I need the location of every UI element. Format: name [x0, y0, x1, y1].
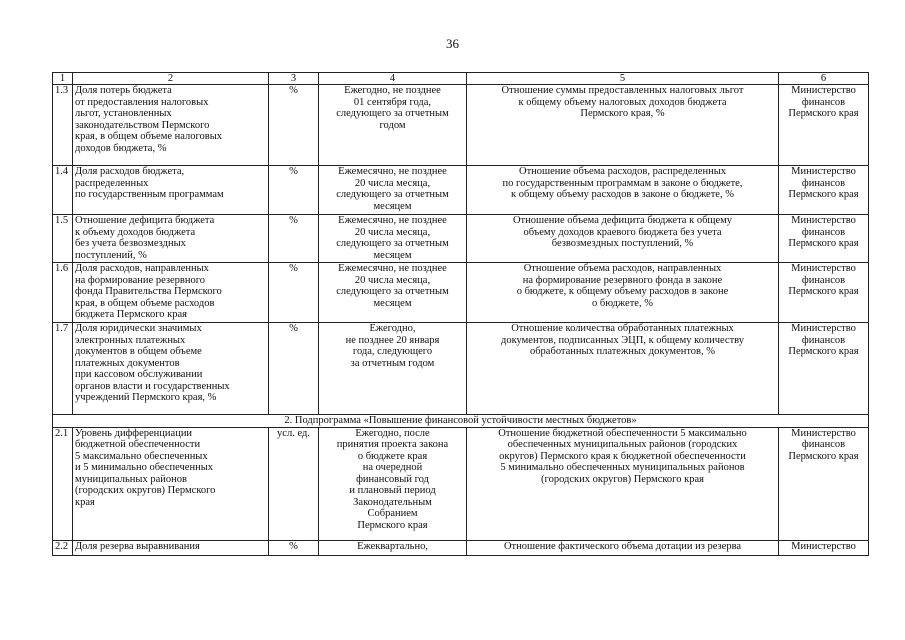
indicator-name: Отношение дефицита бюджета к объему доходов бюджета без учета безвозмездных поступлений, %: [73, 215, 269, 263]
responsible: Министерство финансов Пермского края: [779, 427, 869, 540]
unit: %: [269, 263, 319, 323]
table-row: [53, 323, 869, 415]
indicator-name: Доля юридически значимых электронных платежных документов в общем объеме платежных документов при кассовом обслуживании органов власти и государственных учреждений Пермского края, %: [73, 323, 269, 415]
row-number: 1.7: [53, 323, 73, 415]
responsible: Министерство финансов Пермского края: [779, 166, 869, 215]
period: Ежегодно, не позднее 01 сентября года, следующего за отчетным годом: [319, 85, 467, 166]
period: Ежемесячно, не позднее 20 числа месяца, следующего за отчетным месяцем: [319, 215, 467, 263]
formula: Отношение суммы предоставленных налоговых льгот к общему объему налоговых доходов бюджета Пермского края, %: [467, 85, 779, 166]
table-row: [53, 540, 869, 555]
responsible: Министерство: [779, 540, 869, 555]
header-cell: 6: [779, 73, 869, 85]
header-cell: 3: [269, 73, 319, 85]
indicator-name: Доля резерва выравнивания: [73, 540, 269, 555]
period: Ежемесячно, не позднее 20 числа месяца, следующего за отчетным месяцем: [319, 166, 467, 215]
indicator-name: Доля потерь бюджета от предоставления налоговых льгот, установленных законодательством Пермского края, в общем объеме налоговых доходов бюджета, %: [73, 85, 269, 166]
responsible: Министерство финансов Пермского края: [779, 263, 869, 323]
indicator-name: Доля расходов бюджета, распределенных по государственным программам: [73, 166, 269, 215]
header-cell: 1: [53, 73, 73, 85]
unit: %: [269, 215, 319, 263]
formula: Отношение объема расходов, распределенных по государственным программам в законе о бюджете, к общему объему расходов в законе о бюджете, %: [467, 166, 779, 215]
period: Ежемесячно, не позднее 20 числа месяца, следующего за отчетным месяцем: [319, 263, 467, 323]
period: Ежегодно, не позднее 20 января года, следующего за отчетным годом: [319, 323, 467, 415]
responsible: Министерство финансов Пермского края: [779, 323, 869, 415]
table-row: [53, 166, 869, 215]
formula: Отношение бюджетной обеспеченности 5 максимально обеспеченных муниципальных районов (городских округов) Пермского края к бюджетной обеспеченности 5 минимально обеспеченных муниципальных районов (городских округов) Пермского края: [467, 427, 779, 540]
row-number: 2.1: [53, 427, 73, 540]
formula: Отношение количества обработанных платежных документов, подписанных ЭЦП, к общему количеству обработанных платежных документов, %: [467, 323, 779, 415]
table-row: [53, 427, 869, 540]
subprogram-title: 2. Подпрограмма «Повышение финансовой устойчивости местных бюджетов»: [53, 415, 869, 428]
responsible: Министерство финансов Пермского края: [779, 215, 869, 263]
header-row: [53, 73, 869, 85]
table-row: [53, 85, 869, 166]
period: Ежегодно, после принятия проекта закона о бюджете края на очередной финансовый год и плановый период Законодательным Собранием Пермского края: [319, 427, 467, 540]
unit: %: [269, 166, 319, 215]
row-number: 1.4: [53, 166, 73, 215]
subprogram-row: [53, 415, 869, 428]
row-number: 2.2: [53, 540, 73, 555]
indicator-name: Уровень дифференциации бюджетной обеспеченности 5 максимально обеспеченных и 5 минимально обеспеченных муниципальных районов (городских округов) Пермского края: [73, 427, 269, 540]
row-number: 1.5: [53, 215, 73, 263]
header-cell: 2: [73, 73, 269, 85]
indicator-name: Доля расходов, направленных на формирование резервного фонда Правительства Пермского края, в общем объеме расходов бюджета Пермского края: [73, 263, 269, 323]
responsible: Министерство финансов Пермского края: [779, 85, 869, 166]
formula: Отношение объема дефицита бюджета к общему объему доходов краевого бюджета без учета безвозмездных поступлений, %: [467, 215, 779, 263]
unit: усл. ед.: [269, 427, 319, 540]
page-number: 36: [446, 36, 459, 51]
indicators-table: [52, 72, 869, 556]
formula: Отношение объема расходов, направленных на формирование резервного фонда в законе о бюджете, к общему объему расходов в законе о бюджете, %: [467, 263, 779, 323]
row-number: 1.6: [53, 263, 73, 323]
header-cell: 5: [467, 73, 779, 85]
table-row: [53, 263, 869, 323]
unit: %: [269, 540, 319, 555]
period: Ежеквартально,: [319, 540, 467, 555]
row-number: 1.3: [53, 85, 73, 166]
table-row: [53, 215, 869, 263]
header-cell: 4: [319, 73, 467, 85]
unit: %: [269, 323, 319, 415]
formula: Отношение фактического объема дотации из резерва: [467, 540, 779, 555]
unit: %: [269, 85, 319, 166]
